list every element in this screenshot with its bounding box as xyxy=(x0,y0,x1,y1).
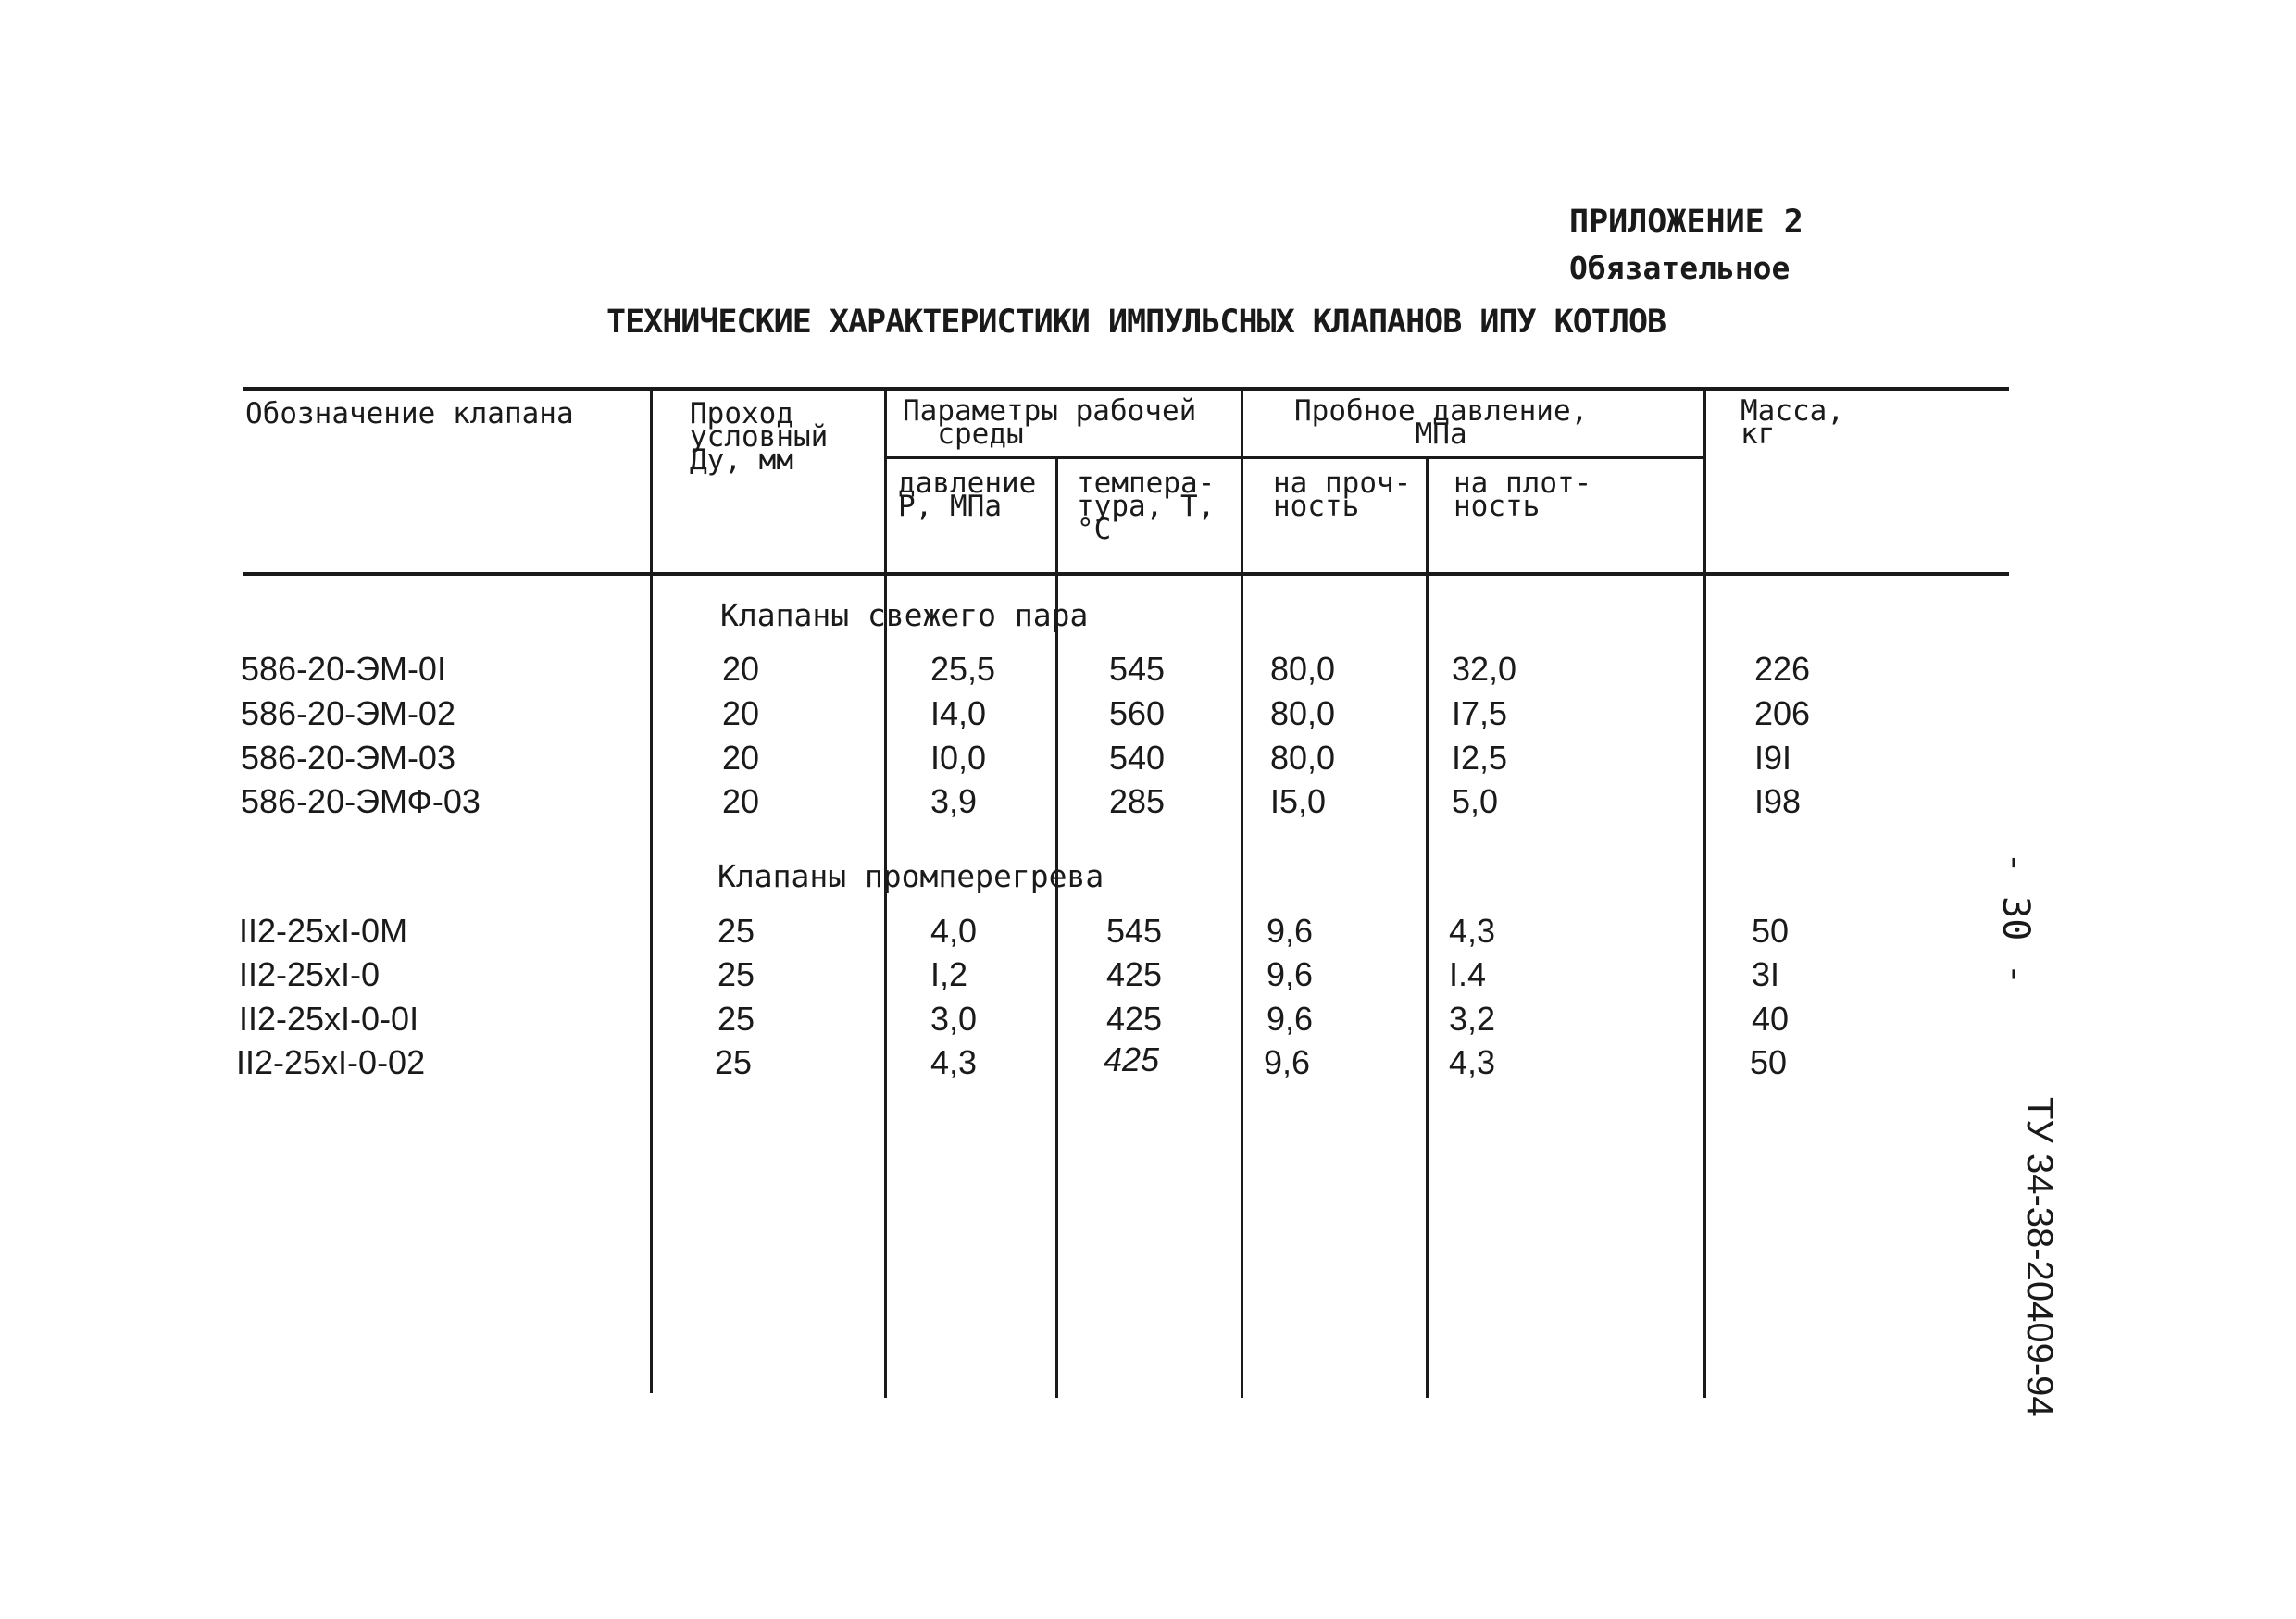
cell-designation: 586-20-ЭМ-03 xyxy=(241,739,455,777)
params-subheader-rule xyxy=(884,456,1241,459)
cell-mass: I98 xyxy=(1754,782,1802,820)
cell-density: I2,5 xyxy=(1452,739,1508,777)
cell-strength: 80,0 xyxy=(1270,739,1336,777)
cell-du: 25 xyxy=(718,955,755,993)
cell-strength: 80,0 xyxy=(1270,694,1336,732)
table-col-rule-5 xyxy=(1426,458,1429,1398)
table-top-rule xyxy=(243,387,2009,391)
cell-strength: I5,0 xyxy=(1270,782,1327,820)
cell-du: 25 xyxy=(718,912,755,950)
cell-pressure: I,2 xyxy=(930,955,968,993)
cell-designation: II2-25хI-0 xyxy=(239,955,381,993)
cell-mass: 206 xyxy=(1754,694,1811,732)
cell-pressure: 3,0 xyxy=(930,1000,978,1038)
cell-density: I.4 xyxy=(1449,955,1487,993)
cell-temperature: 285 xyxy=(1109,782,1166,820)
cell-pressure: 3,9 xyxy=(930,782,978,820)
cell-temperature: 425 xyxy=(1106,955,1163,993)
cell-strength: 80,0 xyxy=(1270,650,1336,688)
cell-du: 20 xyxy=(722,782,760,820)
cell-temperature: 425 xyxy=(1104,1040,1160,1078)
cell-density: 3,2 xyxy=(1449,1000,1496,1038)
col-header-temperature: темпера- тура, Т, °С xyxy=(1077,467,1216,546)
cell-strength: 9,6 xyxy=(1264,1043,1311,1081)
cell-designation: II2-25хI-0М xyxy=(239,912,408,950)
cell-mass: 226 xyxy=(1754,650,1811,688)
cell-pressure: 4,3 xyxy=(930,1043,978,1081)
test-pressure-subheader-rule xyxy=(1241,456,1703,459)
cell-du: 20 xyxy=(722,694,760,732)
table-col-rule-6 xyxy=(1703,389,1706,1398)
document-code: ТУ 34-38-20409-94 xyxy=(2019,1097,2060,1417)
col-header-test-pressure: Пробное давление, МПа xyxy=(1294,394,1589,451)
section-label-reheat: Клапаны промперегрева xyxy=(718,858,1104,894)
cell-strength: 9,6 xyxy=(1267,912,1314,950)
cell-temperature: 545 xyxy=(1106,912,1163,950)
cell-temperature: 560 xyxy=(1109,694,1166,732)
col-header-mass: Масса, кг xyxy=(1741,394,1844,451)
cell-mass: 3I xyxy=(1752,955,1780,993)
cell-pressure: 25,5 xyxy=(930,650,996,688)
cell-mass: 50 xyxy=(1752,912,1790,950)
cell-density: 4,3 xyxy=(1449,1043,1496,1081)
cell-density: I7,5 xyxy=(1452,694,1508,732)
cell-density: 32,0 xyxy=(1452,650,1517,688)
appendix-label: ПРИЛОЖЕНИЕ 2 xyxy=(1569,204,1803,241)
cell-designation: 586-20-ЭМ-02 xyxy=(241,694,455,732)
col-header-strength: на проч- ность xyxy=(1273,467,1412,523)
cell-pressure: I0,0 xyxy=(930,739,987,777)
cell-du: 25 xyxy=(718,1000,755,1038)
cell-temperature: 425 xyxy=(1106,1000,1163,1038)
col-header-pressure: давление Р, МПа xyxy=(898,467,1037,523)
page-number: - 30 - xyxy=(1994,852,2037,986)
cell-density: 5,0 xyxy=(1452,782,1499,820)
section-label-fresh-steam: Клапаны свежего пара xyxy=(720,597,1089,633)
cell-designation: 586-20-ЭМ-0I xyxy=(241,650,446,688)
cell-mass: I9I xyxy=(1754,739,1792,777)
cell-pressure: I4,0 xyxy=(930,694,987,732)
cell-designation: II2-25хI-0-02 xyxy=(236,1043,426,1081)
table-header-bottom-rule xyxy=(243,572,2009,576)
cell-temperature: 545 xyxy=(1109,650,1166,688)
cell-mass: 40 xyxy=(1752,1000,1790,1038)
col-header-density: на плот- ность xyxy=(1454,467,1592,523)
cell-temperature: 540 xyxy=(1109,739,1166,777)
document-title: ТЕХНИЧЕСКИЕ ХАРАКТЕРИСТИКИ ИМПУЛЬСНЫХ КЛАПАНОВ ИПУ КОТЛОВ xyxy=(606,304,1666,341)
mandatory-label: Обязательное xyxy=(1569,250,1791,286)
table-col-rule-1 xyxy=(650,389,653,1393)
cell-du: 25 xyxy=(715,1043,753,1081)
cell-pressure: 4,0 xyxy=(930,912,978,950)
cell-designation: II2-25хI-0-0I xyxy=(239,1000,419,1038)
col-header-params: Параметры рабочей среды xyxy=(903,394,1197,451)
col-header-designation: Обозначение клапана xyxy=(245,397,574,430)
cell-mass: 50 xyxy=(1750,1043,1788,1081)
col-header-passage: Проход условный Ду, мм xyxy=(690,397,829,477)
cell-du: 20 xyxy=(722,739,760,777)
cell-du: 20 xyxy=(722,650,760,688)
cell-strength: 9,6 xyxy=(1267,1000,1314,1038)
cell-designation: 586-20-ЭМФ-03 xyxy=(241,782,480,820)
cell-strength: 9,6 xyxy=(1267,955,1314,993)
cell-density: 4,3 xyxy=(1449,912,1496,950)
table-col-rule-4 xyxy=(1241,389,1243,1398)
